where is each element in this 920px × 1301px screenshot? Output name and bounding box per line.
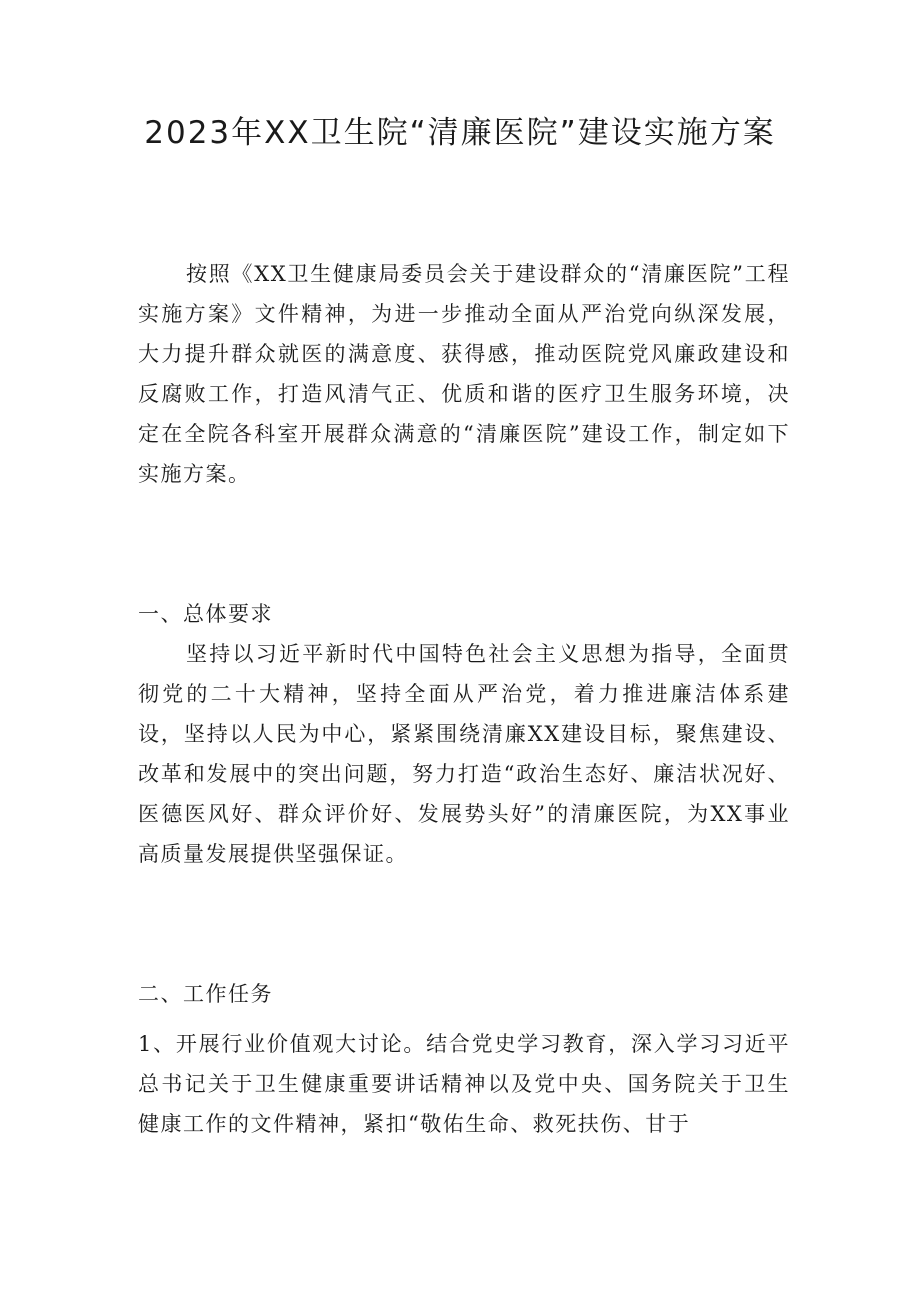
section-paragraph-general-requirements: 坚持以习近平新时代中国特色社会主义思想为指导，全面贯彻党的二十大精神，坚持全面从严治党，着力推进廉洁体系建设，坚持以人民为中心，紧紧围绕清廉XX建设目标，聚焦建设、改革和发展中的突出问题，努力打造“政治生态好、廉洁状况好、医德医风好、群众评价好、发展势头好”的清廉医院，为XX事业高质量发展提供坚强保证。	[138, 642, 790, 866]
section-heading-general-requirements: 一、总体要求	[138, 602, 273, 626]
document-title: 2023年XX卫生院“清廉医院”建设实施方案	[144, 115, 776, 151]
section-paragraph-work-tasks: 1、开展行业价值观大讨论。结合党史学习教育，深入学习习近平总书记关于卫生健康重要讲话精神以及党中央、国务院关于卫生健康工作的文件精神，紧扣“敬佑生命、救死扶伤、甘于	[138, 1032, 790, 1136]
section-heading-work-tasks: 二、工作任务	[138, 982, 273, 1006]
intro-paragraph: 按照《XX卫生健康局委员会关于建设群众的“清廉医院”工程实施方案》文件精神，为进一步推动全面从严治党向纵深发展，大力提升群众就医的满意度、获得感，推动医院党风廉政建设和反腐败工作，打造风清气正、优质和谐的医疗卫生服务环境，决定在全院各科室开展群众满意的“清廉医院”建设工作，制定如下实施方案。	[138, 262, 790, 486]
